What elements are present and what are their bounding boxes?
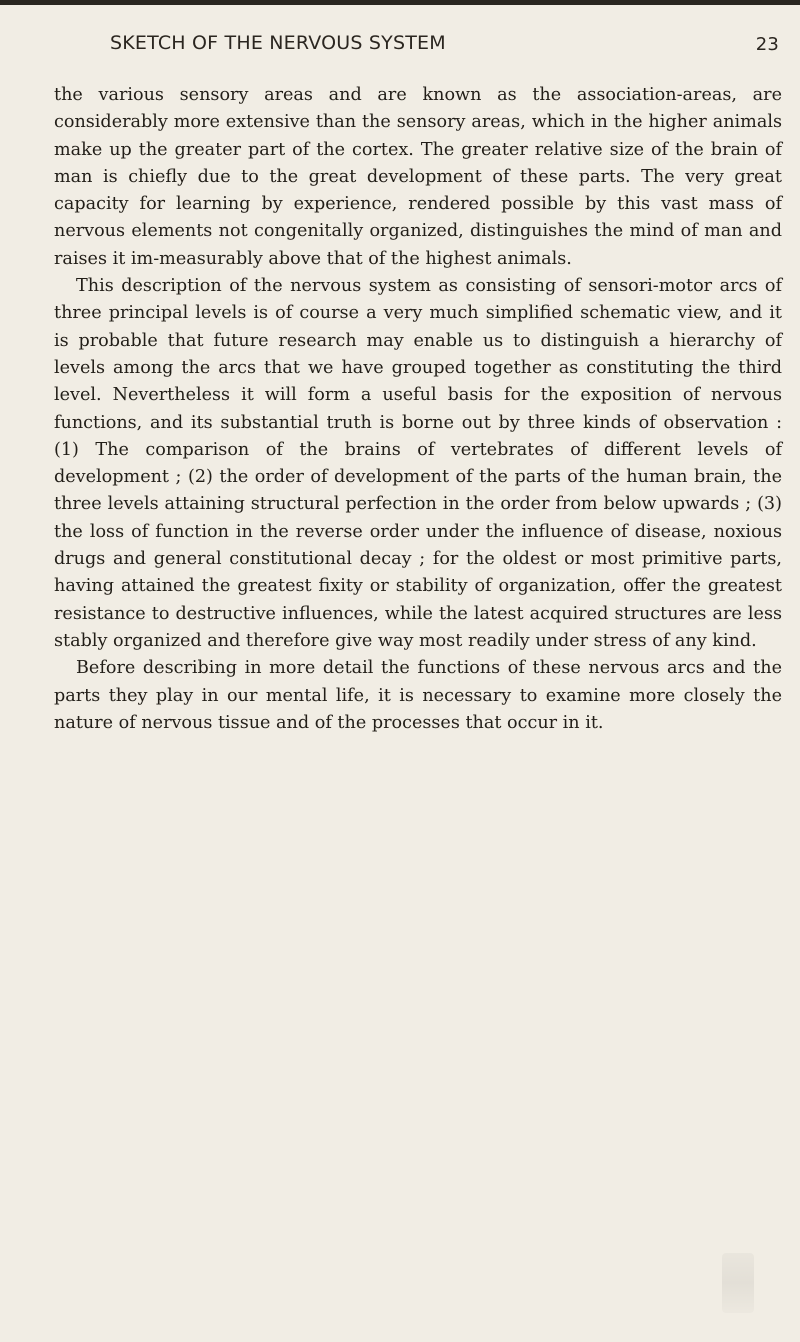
paragraph-3: Before describing in more detail the functions of these nervous arcs and the parts they play in our mental life, it is necessary to examine more closely the nature of nervous tissue and of the processes that occur in it. (54, 658, 782, 733)
book-page (54, 30, 782, 737)
paper-mark (722, 1253, 754, 1313)
top-page-rule (0, 0, 800, 5)
body-text (54, 82, 782, 737)
paragraph-2: This description of the nervous system as consisting of sensori-motor arcs of three principal levels is of course a very much simplified schematic view, and it is probable that future research may enable us to distinguish a hierarchy of levels among the arcs that we have grouped together as constituting the third level. Nevertheless it will form a useful basis for the exposition of nervous functions, and its substantial truth is borne out by three kinds of observation : (1) The comparison of the brains of vertebrates of different levels of development ; (2) the order of development of the parts of the human brain, the three levels attaining structural perfection in the order from below upwards ; (3) the loss of function in the reverse order under the influence of disease, noxious drugs and general constitutional decay ; for the oldest or most primitive parts, having attained the greatest fixity or stability of organization, offer the greatest resistance to destructive influences, while the latest acquired structures are less stably organized and therefore give way most readily under stress of any kind. (54, 276, 782, 651)
paragraph-1: the various sensory areas and are known as the association-areas, are considerably more extensive than the sensory areas, which in the higher animals make up the greater part of the cortex. The greater relative size of the brain of man is chiefly due to the great development of these parts. The very great capacity for learning by experience, rendered possible by this vast mass of nervous elements not congenitally organized, distinguishes the mind of man and raises it im-measurably above that of the highest animals. (54, 85, 782, 269)
chapter-title: SKETCH OF THE NERVOUS SYSTEM (110, 32, 446, 54)
running-header (54, 30, 782, 60)
page-number: 23 (755, 34, 779, 55)
